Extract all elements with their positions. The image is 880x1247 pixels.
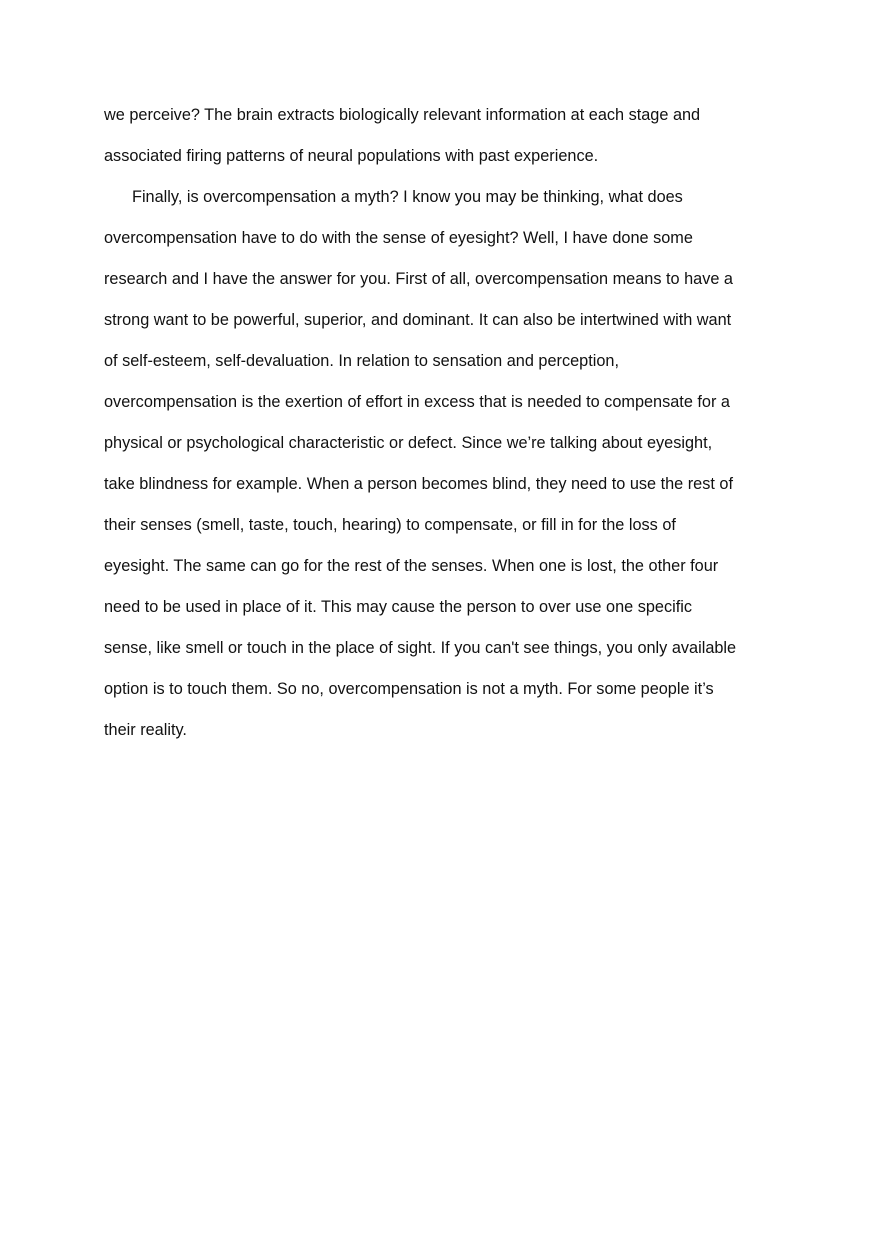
text-line: research and I have the answer for you. First of all, overcompensation means to have a (104, 270, 733, 288)
paragraph-start-line: Finally, is overcompensation a myth? I know you may be thinking, what does (132, 188, 683, 206)
text-line: associated firing patterns of neural populations with past experience. (104, 147, 599, 165)
text-line: option is to touch them. So no, overcompensation is not a myth. For some people it’s (104, 680, 714, 698)
text-line: physical or psychological characteristic or defect. Since we’re talking about eyesight, (104, 434, 713, 452)
text-line: overcompensation is the exertion of effort in excess that is needed to compensate for a (104, 393, 730, 411)
text-line: overcompensation have to do with the sense of eyesight? Well, I have done some (104, 229, 693, 247)
text-line: need to be used in place of it. This may cause the person to over use one specific (104, 598, 692, 616)
text-line: of self-esteem, self-devaluation. In relation to sensation and perception, (104, 352, 619, 370)
text-line: eyesight. The same can go for the rest of the senses. When one is lost, the other four (104, 557, 719, 575)
text-line: sense, like smell or touch in the place of sight. If you can't see things, you only available (104, 639, 737, 657)
text-line: strong want to be powerful, superior, and dominant. It can also be intertwined with want (104, 311, 732, 329)
text-line: we perceive? The brain extracts biologically relevant information at each stage and (104, 106, 701, 124)
text-line: their reality. (104, 721, 187, 739)
text-line: their senses (smell, taste, touch, hearing) to compensate, or fill in for the loss of (104, 516, 676, 534)
text-line: take blindness for example. When a person becomes blind, they need to use the rest of (104, 475, 734, 493)
